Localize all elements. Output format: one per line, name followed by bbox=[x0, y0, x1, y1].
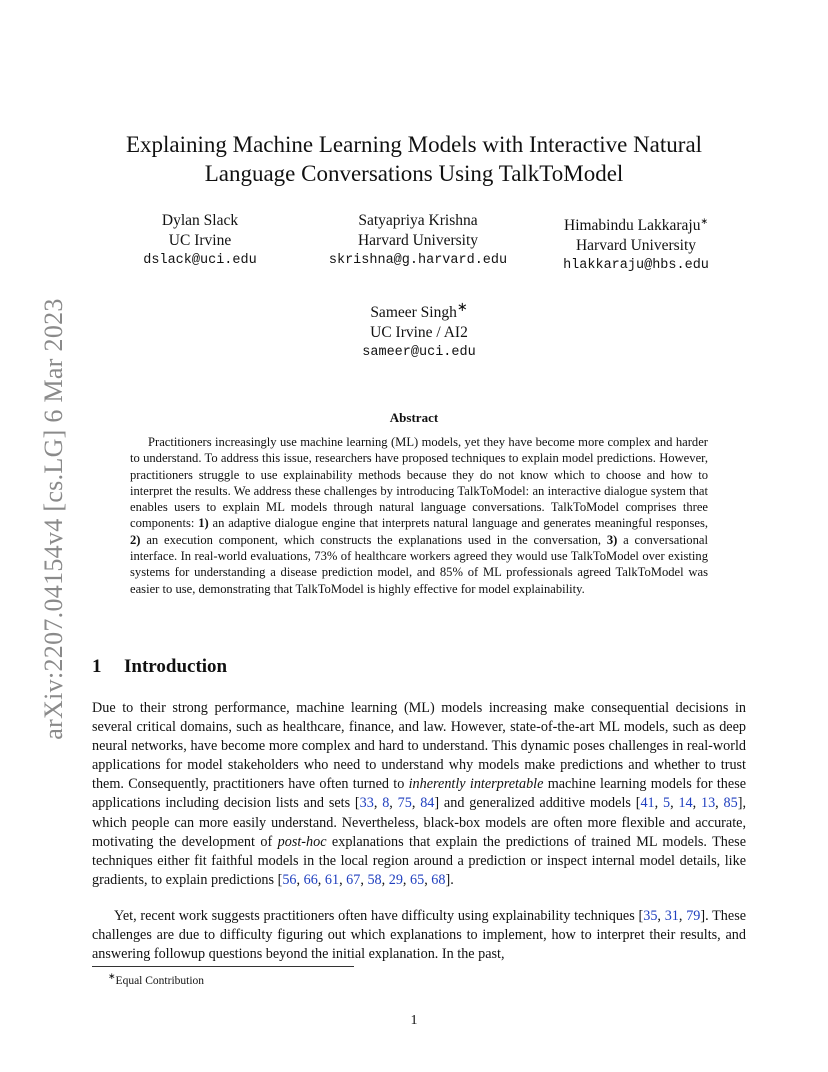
component-marker: 2) bbox=[130, 532, 141, 547]
author-1 bbox=[90, 211, 310, 271]
intro-paragraph-2 bbox=[92, 907, 746, 964]
citation-link[interactable]: 8 bbox=[382, 795, 390, 812]
citation-link[interactable]: 5 bbox=[662, 795, 671, 812]
author-email[interactable]: dslack@uci.edu bbox=[143, 253, 257, 268]
citation-link[interactable]: 31 bbox=[664, 908, 679, 924]
author-affiliation: Harvard University bbox=[357, 232, 479, 249]
section-title: Introduction bbox=[124, 656, 228, 677]
paragraph-segment: ], which people can more easily understand. Nevertheless, black-box models are often more flexible and accurate, motivating the development of bbox=[92, 795, 746, 850]
component-marker: 1) bbox=[198, 516, 209, 531]
citation-link[interactable]: 56 bbox=[282, 871, 297, 888]
citation-link[interactable]: 13 bbox=[700, 795, 716, 812]
citation-link[interactable]: 79 bbox=[686, 908, 701, 924]
citation-group: 33, 8, 75, 84 bbox=[359, 795, 435, 812]
citation-link[interactable]: 84 bbox=[420, 795, 435, 812]
citation-group: 56, 66, 61, 67, 58, 29, 65, 68 bbox=[282, 871, 446, 888]
citation-link[interactable]: 85 bbox=[723, 795, 738, 812]
paragraph-segment: explanations that explain the predictions of trained ML models. These techniques either fit faithful models in the local region around a prediction or inspect internal model details, like gradients, to explain predictions [ bbox=[92, 833, 746, 888]
component-marker: 3) bbox=[606, 532, 618, 547]
author-email[interactable]: skrishna@g.harvard.edu bbox=[328, 253, 508, 268]
intro-paragraph-1 bbox=[92, 699, 746, 890]
abstract-segment: an execution component, which constructs the explanations used in the conversation, bbox=[140, 532, 607, 547]
title-line-1: Explaining Machine Learning Models with Interactive Natural bbox=[125, 132, 703, 157]
title-line-2: Language Conversations Using TalkToModel bbox=[204, 161, 624, 186]
paragraph-segment: ] and generalized additive models [ bbox=[434, 795, 641, 812]
abstract-segment: a conversational interface. In real-world evaluations, 73% of healthcare workers agreed they would use TalkToModel over existing systems for understanding a disease prediction model, and 85% of ML professionals agreed TalkToModel was easier to use, demonstrating that TalkToModel is highly effective for model explainability. bbox=[130, 532, 708, 596]
author-email[interactable]: sameer@uci.edu bbox=[362, 345, 476, 361]
citation-group: 35, 31, 79 bbox=[643, 908, 701, 924]
section-number: 1 bbox=[92, 656, 102, 677]
author-email[interactable]: hlakkaraju@hbs.edu bbox=[563, 258, 709, 274]
abstract-segment: an adaptive dialogue engine that interprets natural language and generates meaningful responses, bbox=[208, 516, 709, 531]
citation-link[interactable]: 41 bbox=[640, 795, 655, 812]
citation-group: 41, 5, 14, 13, 85 bbox=[640, 795, 738, 812]
abstract-text bbox=[130, 434, 708, 597]
citation-link[interactable]: 61 bbox=[324, 871, 340, 888]
citation-link[interactable]: 66 bbox=[303, 871, 318, 888]
emphasis: inherently interpretable bbox=[408, 776, 544, 793]
section-heading bbox=[92, 656, 227, 678]
abstract-segment: Practitioners increasingly use machine learning (ML) models, yet they have become more complex and harder to understand. To address this issue, researchers have proposed techniques to explain model predictions. However, practitioners struggle to use explainability methods because they do not know which to choose and how to interpret the results. We address these challenges by introducing TalkToModel: an interactive dialogue system that enables users to explain ML models through natural language conversations. TalkToModel comprises three components: bbox=[130, 435, 708, 531]
paragraph-segment: Due to their strong performance, machine learning (ML) models increasing make consequential decisions in several critical domains, such as healthcare, finance, and law. However, state-of-the-art ML models, such as deep neural networks, have become more complex and hard to understand. This dynamic poses challenges in real-world applications for model stakeholders who need to understand why models make predictions and whether to trust them. Consequently, practitioners have often turned to bbox=[92, 700, 746, 793]
paper-title bbox=[0, 130, 828, 188]
author-3 bbox=[526, 211, 746, 276]
paragraph-segment: Yet, recent work suggests practitioners often have difficulty using explainability techniques [ bbox=[114, 908, 644, 924]
author-name: Himabindu Lakkaraju bbox=[564, 217, 701, 235]
paragraph-segment: machine learning models for these applications including decision lists and sets [ bbox=[92, 776, 747, 812]
paragraph-segment: ]. bbox=[445, 871, 454, 888]
citation-link[interactable]: 35 bbox=[643, 908, 658, 924]
citation-link[interactable]: 68 bbox=[431, 871, 446, 888]
abstract-heading: Abstract bbox=[389, 410, 439, 425]
footnote-text: Equal Contribution bbox=[115, 974, 205, 987]
citation-link[interactable]: 67 bbox=[346, 871, 361, 888]
citation-link[interactable]: 14 bbox=[678, 795, 693, 812]
paragraph-segment: ]. These challenges are due to difficulty figuring out which explanations to implement, how to interpret their results, and answering followup questions beyond the initial explanation. In the past, bbox=[92, 908, 747, 963]
citation-link[interactable]: 75 bbox=[397, 795, 412, 812]
emphasis: post-hoc bbox=[277, 833, 327, 850]
citation-link[interactable]: 29 bbox=[388, 871, 403, 888]
footnote bbox=[108, 971, 204, 987]
author-affiliation: Harvard University bbox=[575, 237, 697, 255]
author-name: Satyapriya Krishna bbox=[358, 212, 478, 229]
footnote-mark: ∗ bbox=[108, 971, 116, 981]
equal-contribution-mark: ∗ bbox=[456, 299, 468, 314]
arxiv-identifier-stamp: arXiv:2207.04154v4 [cs.LG] 6 Mar 2023 bbox=[39, 298, 68, 740]
footnote-rule bbox=[92, 966, 354, 967]
author-2 bbox=[308, 211, 528, 271]
citation-link[interactable]: 65 bbox=[410, 871, 425, 888]
author-name: Sameer Singh bbox=[370, 304, 457, 322]
page-number: 1 bbox=[410, 1013, 418, 1028]
author-affiliation: UC Irvine / AI2 bbox=[370, 324, 468, 342]
author-affiliation: UC Irvine bbox=[168, 232, 232, 249]
citation-link[interactable]: 33 bbox=[359, 795, 374, 812]
citation-link[interactable]: 58 bbox=[367, 871, 382, 888]
author-4 bbox=[309, 297, 529, 363]
equal-contribution-mark: ∗ bbox=[700, 216, 708, 226]
author-name: Dylan Slack bbox=[161, 212, 239, 229]
